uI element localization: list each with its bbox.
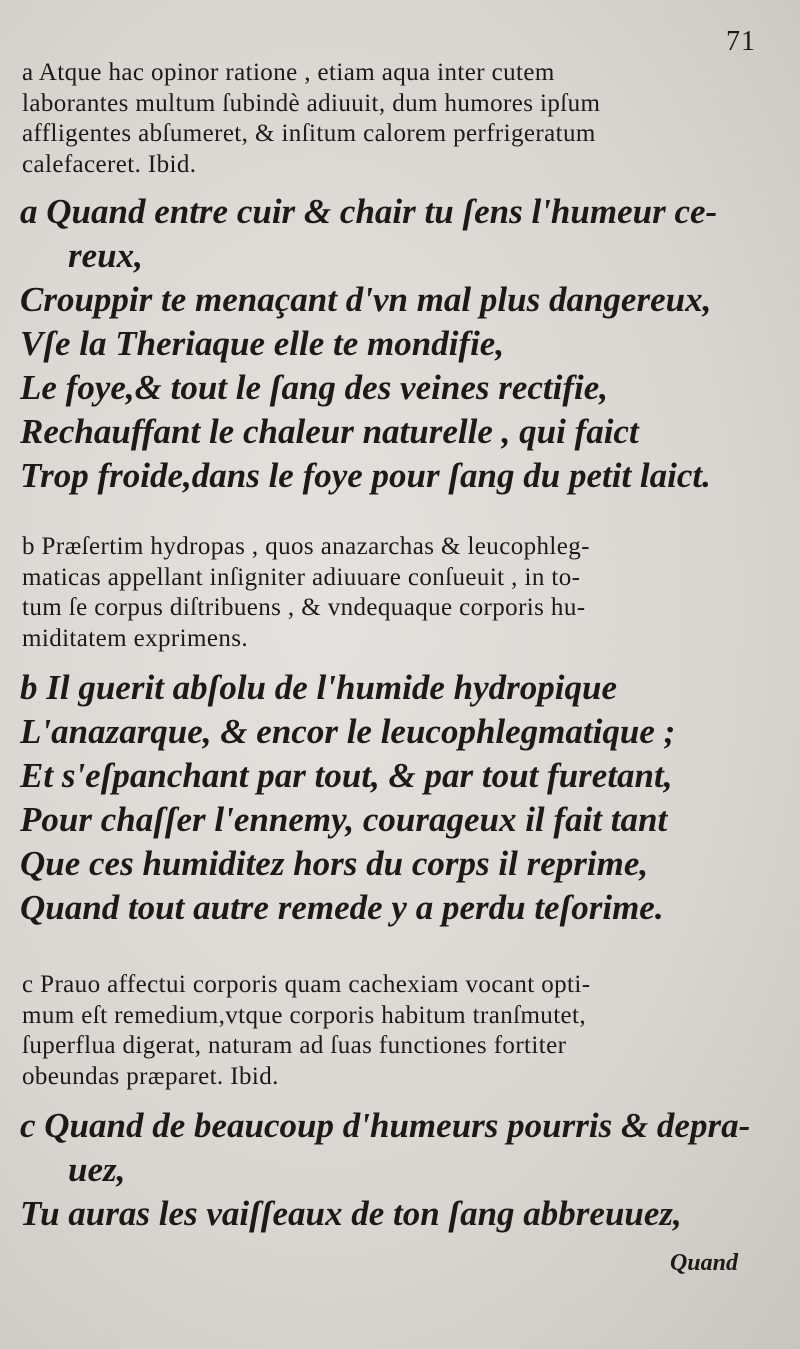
verse-a: [20, 190, 780, 498]
text-line: b Præſertim hydropas , quos anazarchas & leucophleg-: [22, 533, 590, 560]
latin-note-b: [22, 532, 766, 654]
verse-line: Quand tout autre remede y a perdu teſorime.: [20, 888, 664, 927]
verse-line: Trop froide,dans le foye pour ſang du petit laict.: [20, 456, 711, 495]
verse-line: a Quand entre cuir & chair tu ſens l'humeur ce-: [20, 192, 718, 231]
text-line: ſuperflua digerat, naturam ad ſuas functiones fortiter: [22, 1032, 567, 1059]
verse-line: reux,: [68, 236, 143, 275]
verse-line: Crouppir te menaçant d'vn mal plus dangereux,: [20, 280, 712, 319]
verse-line: uez,: [68, 1150, 126, 1189]
text-line: mum eſt remedium,vtque corporis habitum tranſmutet,: [22, 1001, 587, 1029]
verse-b: [20, 666, 780, 930]
verse-line: Vſe la Theriaque elle te mondifie,: [20, 324, 505, 363]
verse-line: Le foye,& tout le ſang des veines rectifie,: [20, 368, 609, 407]
verse-line: Que ces humiditez hors du corps il reprime,: [20, 844, 649, 883]
verse-line: Rechauffant le chaleur naturelle , qui faict: [20, 412, 639, 451]
verse-c: [20, 1104, 780, 1236]
latin-note-a: [22, 58, 766, 180]
text-line: a Atque hac opinor ratione , etiam aqua inter cutem: [22, 59, 555, 86]
latin-note-c: [22, 970, 766, 1092]
text-line: c Prauo affectui corporis quam cachexiam vocant opti-: [22, 971, 591, 998]
page-number: 71: [726, 26, 756, 57]
text-line: laborantes multum ſubindè adiuuit, dum humores ipſum: [22, 89, 601, 117]
verse-line: b Il guerit abſolu de l'humide hydropique: [20, 668, 617, 707]
verse-line: c Quand de beaucoup d'humeurs pourris & depra-: [20, 1106, 751, 1145]
verse-line: Tu auras les vaiſſeaux de ton ſang abbreuuez,: [20, 1194, 682, 1233]
text-line: miditatem exprimens.: [22, 624, 249, 652]
verse-line: L'anazarque, & encor le leucophlegmatique ;: [20, 712, 676, 751]
verse-line: Et s'eſpanchant par tout, & par tout furetant,: [20, 756, 673, 795]
text-line: obeundas præparet. Ibid.: [22, 1062, 279, 1090]
text-line: calefaceret. Ibid.: [22, 150, 197, 178]
verse-line: Pour chaſſer l'ennemy, courageux il fait tant: [20, 800, 668, 839]
text-line: maticas appellant inſigniter adiuuare conſueuit , in to-: [22, 563, 581, 591]
text-line: affligentes abſumeret, & inſitum calorem perfrigeratum: [22, 120, 596, 147]
text-line: tum ſe corpus diſtribuens , & vndequaque corporis hu-: [22, 594, 586, 621]
catchword: Quand: [669, 1250, 738, 1276]
